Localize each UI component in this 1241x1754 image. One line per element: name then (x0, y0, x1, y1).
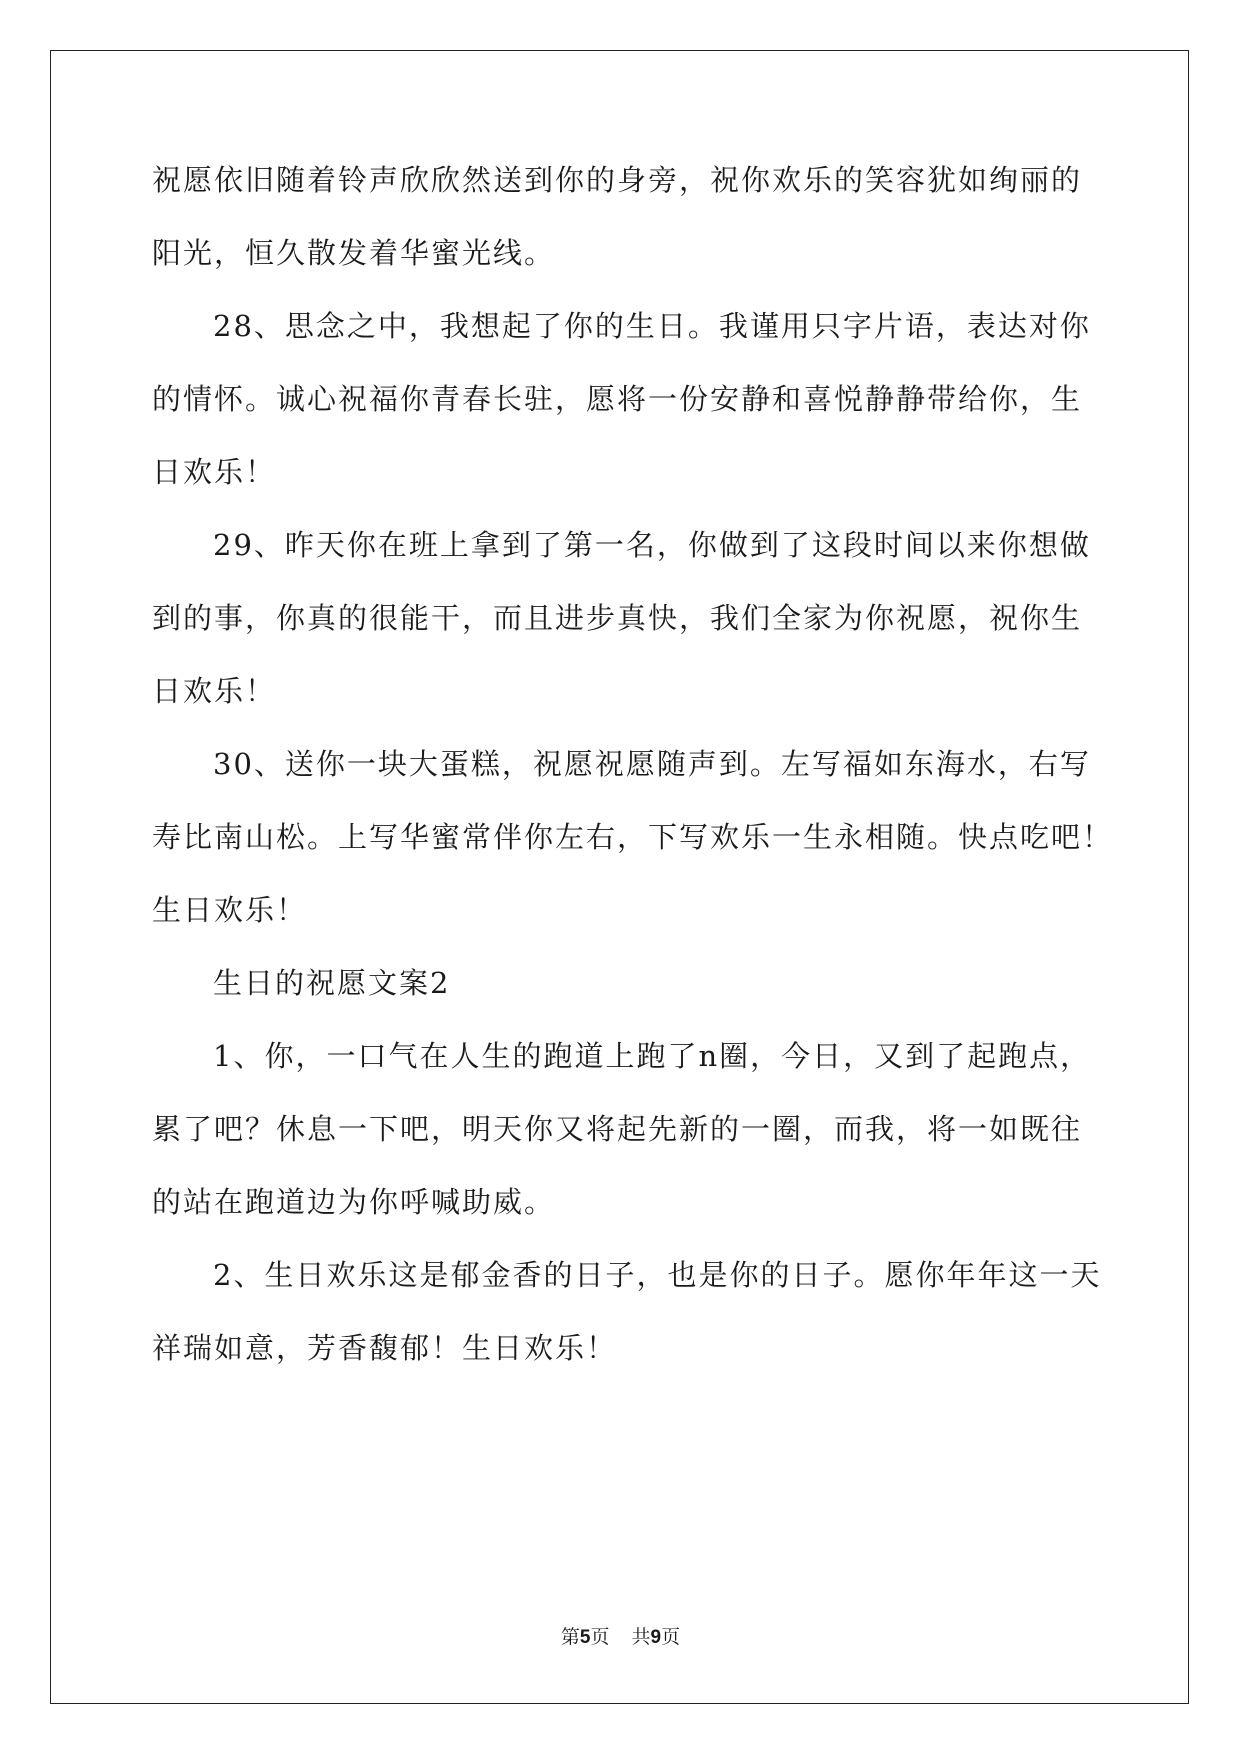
page-total-number: 9 (650, 1627, 662, 1648)
text-line: 祝愿依旧随着铃声欣欣然送到你的身旁，祝你欢乐的笑容犹如绚丽的 (152, 163, 1083, 197)
text-line: 28、思念之中，我想起了你的生日。我谨用只字片语，表达对你 (213, 309, 1091, 343)
text-line: 日欢乐！ (152, 674, 277, 708)
total-label-prefix: 共 (631, 1626, 651, 1648)
text-line: 30、送你一块大蛋糕，祝愿祝愿随声到。左写福如东海水，右写 (213, 747, 1091, 781)
text-line: 寿比南山松。上写华蜜常伴你左右，下写欢乐一生永相随。快点吃吧！ (152, 820, 1114, 854)
text-line: 2、生日欢乐这是郁金香的日子，也是你的日子。愿你年年这一天 (213, 1258, 1102, 1292)
text-line: 累了吧？休息一下吧，明天你又将起先新的一圈，而我，将一如既往 (152, 1112, 1083, 1146)
text-line: 到的事，你真的很能干，而且进步真快，我们全家为你祝愿，祝你生 (152, 601, 1083, 635)
text-line: 生日欢乐！ (152, 893, 308, 927)
text-line: 的情怀。诚心祝福你青春长驻，愿将一份安静和喜悦静静带给你，生 (152, 382, 1083, 416)
text-line: 祥瑞如意，芳香馥郁！生日欢乐！ (152, 1331, 618, 1365)
text-line: 1、你，一口气在人生的跑道上跑了n圈，今日，又到了起跑点， (213, 1039, 1092, 1073)
text-line: 阳光，恒久散发着华蜜光线。 (152, 236, 556, 270)
page-label-suffix: 页 (590, 1626, 610, 1648)
text-line: 的站在跑道边为你呼喊助威。 (152, 1185, 556, 1219)
total-label-suffix: 页 (661, 1626, 681, 1648)
section-heading: 生日的祝愿文案2 (213, 966, 451, 1000)
page-footer (0, 1622, 1241, 1649)
text-line: 29、昨天你在班上拿到了第一名，你做到了这段时间以来你想做 (213, 528, 1091, 562)
text-line: 日欢乐！ (152, 455, 277, 489)
page-current-number: 5 (579, 1627, 591, 1648)
page-label-prefix: 第 (560, 1626, 580, 1648)
page-border (50, 50, 1189, 1704)
